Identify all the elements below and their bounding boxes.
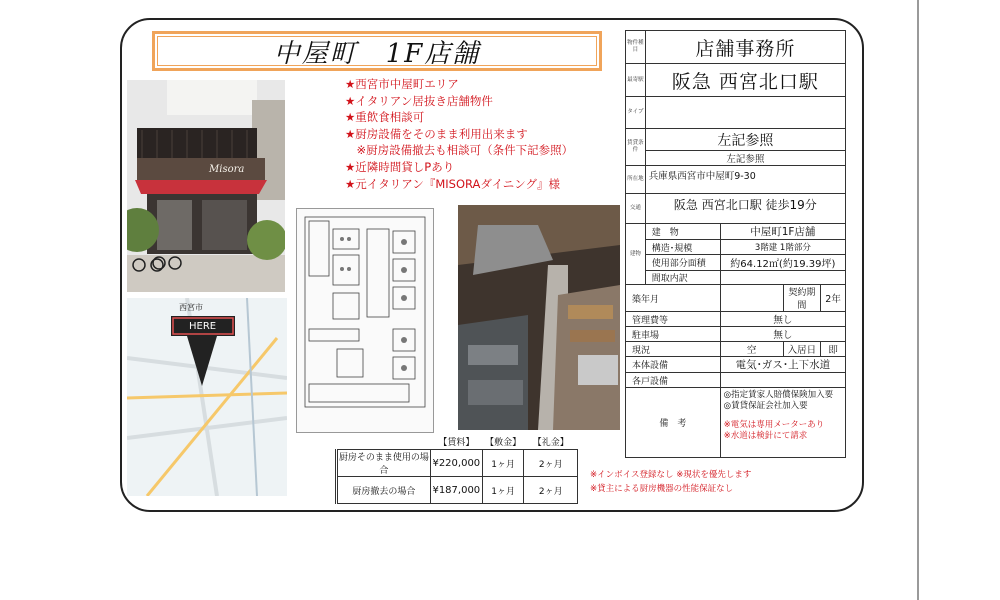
map-marker-label: HERE <box>189 321 217 332</box>
spec-facility-value: 電気･ガス･上下水道 <box>720 357 845 373</box>
floor-plan <box>296 208 434 433</box>
spec-station-value: 阪急 西宮北口駅 <box>645 64 845 97</box>
title-box <box>152 31 602 71</box>
price-header-key-money: 【礼金】 <box>532 438 569 448</box>
map-city-label: 西宮市 <box>179 303 203 312</box>
spec-parking-label: 駐車場 <box>626 327 721 342</box>
spec-remark-red: ※電気は専用メーターあり <box>723 420 825 430</box>
page-title: 中屋町 1F店舗 <box>273 38 481 69</box>
spec-structure-value: 3階建 1階部分 <box>720 240 845 255</box>
spec-type-label: 物件種目 <box>626 31 646 64</box>
price-row-rent: ¥187,000 <box>430 477 482 504</box>
spec-kind-label: タイプ <box>626 97 646 129</box>
spec-address-value: 兵庫県西宮市中屋町9-30 <box>645 166 845 194</box>
spec-remark: ◎賃貸保証会社加入要 <box>723 401 808 411</box>
spec-fee-label: 賃貸条件 <box>626 129 646 166</box>
price-header-rent: 【賃料】 <box>438 438 475 448</box>
map-illustration <box>127 298 287 496</box>
feature-item: ★イタリアン居抜き店舗物件 <box>345 93 493 108</box>
spec-status-value: 空 <box>720 342 783 357</box>
price-row-label: 厨房そのまま使用の場合 <box>337 450 431 477</box>
spec-area-label: 使用部分面積 <box>645 255 720 271</box>
spec-mgmt-value: 無し <box>720 312 845 327</box>
feature-item: ★元イタリアン『MISORAダイニング』様 <box>345 176 560 191</box>
price-header-deposit: 【敷金】 <box>485 438 522 448</box>
spec-transport-value: 阪急 西宮北口駅 徒歩19分 <box>645 194 845 224</box>
table-row <box>337 477 578 504</box>
spec-fee-value: 左記参照 <box>645 129 845 151</box>
area-map <box>127 298 287 496</box>
spec-mgmt-label: 管理費等 <box>626 312 721 327</box>
spec-status-label: 現況 <box>626 342 721 357</box>
building-photo <box>127 80 285 292</box>
spec-move-value: 即 <box>821 342 846 357</box>
table-row <box>337 450 578 477</box>
spec-address-label: 所在地 <box>626 166 646 194</box>
spec-parking-value: 無し <box>720 327 845 342</box>
spec-facility-label: 本体設備 <box>626 357 721 373</box>
shop-sign-text: Misora <box>209 164 245 175</box>
price-row-deposit: 1ヶ月 <box>482 477 524 504</box>
spec-building-name-value: 中屋町1F店舗 <box>720 224 845 240</box>
spec-remark-red: ※水道は検針にて請求 <box>723 431 808 441</box>
feature-item: ★近隣時間貸しPあり <box>345 159 455 174</box>
price-row-key-money: 2ヶ月 <box>524 450 578 477</box>
price-row-deposit: 1ヶ月 <box>482 450 524 477</box>
spec-building-name-label: 建 物 <box>645 224 720 240</box>
price-row-label: 厨房撤去の場合 <box>337 477 431 504</box>
spec-transport-label: 交通 <box>626 194 646 224</box>
spec-type-value: 店舗事務所 <box>645 31 845 64</box>
spec-remarks-label: 備 考 <box>626 388 721 458</box>
spec-building-label: 建物 <box>626 224 646 285</box>
spec-structure-label: 構造･規模 <box>645 240 720 255</box>
bottom-note: ※貸主による厨房機器の性能保証なし <box>590 484 734 494</box>
page-edge-line <box>917 0 919 600</box>
price-table <box>335 434 578 504</box>
spec-layout-label: 間取内訳 <box>645 271 720 285</box>
bottom-notes <box>590 468 751 496</box>
bottom-note: ※インボイス登録なし ※現状を優先します <box>590 470 752 480</box>
spec-area-value: 約64.12㎡(約19.39坪) <box>720 255 845 271</box>
floor-plan-drawing <box>297 209 433 432</box>
spec-move-label: 入居日 <box>783 342 821 357</box>
spec-remark: ◎指定賃家人賠償保険加入要 <box>723 390 834 400</box>
feature-item: ★西宮市中屋町エリア <box>345 77 459 91</box>
spec-station-label: 最寄駅 <box>626 64 646 97</box>
spec-panel <box>625 30 846 458</box>
spec-units-label: 各戸設備 <box>626 373 721 388</box>
feature-list <box>345 76 605 192</box>
feature-item: ★重飲食相談可 <box>345 110 425 125</box>
price-header-label <box>337 434 431 450</box>
building-illustration <box>127 80 285 292</box>
price-row-rent: ¥220,000 <box>430 450 482 477</box>
spec-contract-label: 契約期間 <box>783 285 821 312</box>
feature-item: ※厨房設備撤去も相談可（条件下記参照） <box>345 143 574 158</box>
feature-item: ★厨房設備をそのまま利用出来ます <box>345 126 528 141</box>
spec-contract-value: 2年 <box>821 285 846 312</box>
spec-year-label: 築年月 <box>626 285 721 312</box>
kitchen-illustration <box>458 205 620 430</box>
spec-fee-value-sub: 左記参照 <box>645 151 845 166</box>
kitchen-photo <box>458 205 620 430</box>
price-row-key-money: 2ヶ月 <box>524 477 578 504</box>
